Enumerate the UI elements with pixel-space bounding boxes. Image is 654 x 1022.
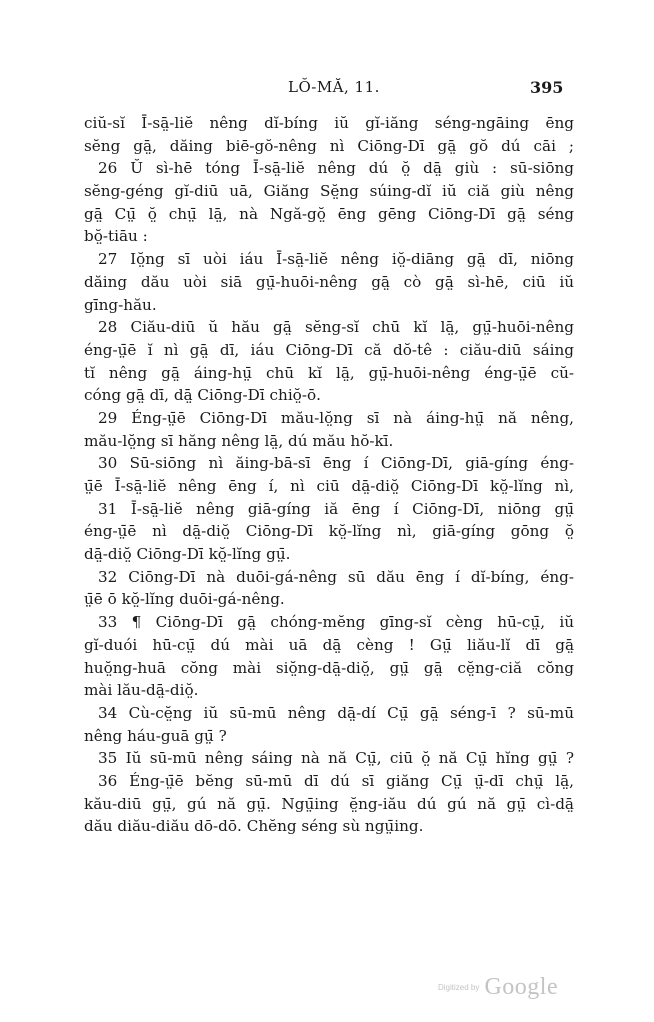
- text-line: dăing dău uòi siā gṳ̄-huōi-nêng gā̤ cò gā̤ sì-hē, ciū iŭ: [84, 272, 574, 291]
- text-line: kău-diū gṳ̄, gú nă gṳ̄. Ngṳ̄ing ĕ̤ng-iău dú gú nă gṳ̄ cì-dā̤: [84, 794, 574, 813]
- text-line: mài lău-dā̤-diŏ̤.: [84, 681, 199, 700]
- text-line: tĭ nêng gā̤ áing-hṳ̄ chū kĭ lā̤, gṳ̄-huōi-nêng éng-ṳ̄ē cŭ-: [84, 363, 574, 382]
- text-line: éng-ṳ̄ē nì dā̤-diŏ̤ Ciōng-Dī kŏ̤-lĭng nì, giā-gíng gōng ŏ̤: [84, 522, 574, 541]
- verse-34-start: 34 Cù-cĕ̤ng iŭ sū-mū nêng dā̤-dí Cṳ̄ gā̤ séng-ī ? sū-mū: [98, 703, 574, 722]
- text-line: sĕng-géng gĭ-diū uā, Giăng Sĕ̤ng súing-dĭ iŭ ciă giù nêng: [84, 182, 574, 201]
- text-line: sĕng gā̤, dăing biē-gŏ-nêng nì Ciōng-Dī gā̤ gŏ dú cāi ;: [84, 136, 574, 155]
- page-body-text: [84, 112, 574, 838]
- text-line: gā̤ Cṳ̄ ŏ̤ chṳ̄ lā̤, nà Ngă-gŏ̤ ēng gēng Ciōng-Dī gā̤ séng: [84, 204, 574, 223]
- verse-35-start: 35 Iŭ sū-mū nêng sáing nà nă Cṳ̄, ciū ŏ̤ nă Cṳ̄ hĭng gṳ̄ ?: [98, 749, 574, 768]
- running-title: LŎ-MĂ, 11.: [288, 78, 380, 96]
- verse-32-start: 32 Ciōng-Dī nà duōi-gá-nêng sū dău ēng í dĭ-bíng, éng-: [98, 567, 574, 586]
- verse-33-start: 33 ¶ Ciōng-Dī gā̤ chóng-mĕng gīng-sĭ cèng hū-cṳ̄, iŭ: [98, 613, 574, 632]
- text-line: ṳ̄ē ō kŏ̤-lĭng duōi-gá-nêng.: [84, 590, 285, 609]
- digitized-by-text: Digitized by: [438, 983, 480, 992]
- verse-36-start: 36 Éng-ṳ̄ē bĕng sū-mū dī dú sī giăng Cṳ̄ ṳ̄-dī chṳ̄ lā̤,: [98, 771, 574, 790]
- page-number: 395: [530, 78, 564, 97]
- text-line: cóng gā̤ dī, dā̤ Ciōng-Dī chiŏ̤-ō.: [84, 386, 321, 405]
- verse-30-start: 30 Sū-siōng nì ăing-bā-sī ēng í Ciōng-Dī, giā-gíng éng-: [98, 454, 574, 473]
- google-digitized-watermark: [438, 974, 558, 1004]
- text-line: huŏ̤ng-huā cŏng mài siŏ̤ng-dā̤-diŏ̤, gṳ̄ gā̤ cĕ̤ng-ciă cŏng: [84, 658, 574, 677]
- google-logo: Google: [484, 974, 559, 1000]
- text-line: dău diău-diău dō-dō. Chĕng séng sù ngṳ̄ing.: [84, 817, 424, 836]
- text-line: dā̤-diŏ̤ Ciōng-Dī kŏ̤-lĭng gṳ̄.: [84, 545, 291, 564]
- text-line: gĭ-duói hū-cṳ̄ dú mài uā dā̤ cèng ! Gṳ̄ liău-lĭ dī gā̤: [84, 635, 574, 654]
- text-line: ciŭ-sĭ Ī-sā̤-liĕ nêng dĭ-bíng iŭ gĭ-iăng séng-ngāing ēng: [84, 114, 574, 132]
- text-line: nêng háu-guā gṳ̄ ?: [84, 726, 227, 745]
- verse-28-start: 28 Ciău-diū ŭ hău gā̤ sĕng-sĭ chū kĭ lā̤, gṳ̄-huōi-nêng: [98, 318, 574, 337]
- verse-27-start: 27 Iŏ̤ng sī uòi iáu Ī-sā̤-liĕ nêng iŏ̤-diāng gā̤ dī, niōng: [98, 250, 574, 269]
- text-line: éng-ṳ̄ē ĭ nì gā̤ dī, iáu Ciōng-Dī că dŏ-tê : ciău-diū sáing: [84, 340, 574, 359]
- verse-29-start: 29 Éng-ṳ̄ē Ciōng-Dī mău-lŏ̤ng sī nà áing-hṳ̄ nă nêng,: [98, 408, 574, 427]
- verse-26-start: 26 Ŭ sì-hē tóng Ī-sā̤-liĕ nêng dú ŏ̤ dā̤ giù : sū-siōng: [98, 159, 574, 178]
- text-line: mău-lŏ̤ng sī hăng nêng lā̤, dú mău hŏ-kī.: [84, 431, 394, 450]
- text-line: gīng-hău.: [84, 295, 157, 314]
- text-line: ṳ̄ē Ī-sā̤-liĕ nêng ēng í, nì ciū dā̤-diŏ̤ Ciōng-Dī kŏ̤-lĭng nì,: [84, 477, 574, 495]
- text-line: bŏ̤-tiāu :: [84, 227, 148, 246]
- running-head: [0, 78, 654, 102]
- verse-31-start: 31 Ī-sā̤-liĕ nêng giā-gíng iă ēng í Ciōng-Dī, niōng gṳ̄: [98, 499, 574, 518]
